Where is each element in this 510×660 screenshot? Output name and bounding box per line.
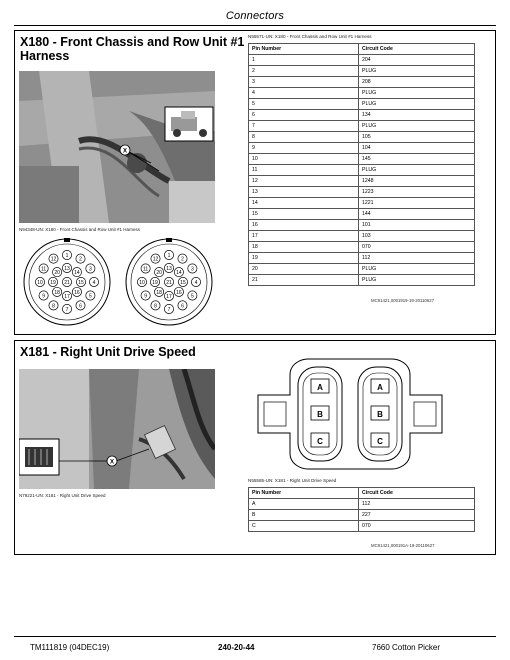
x180-circuit-code: 208	[359, 77, 475, 88]
x180-right-connector-pin-label: 4	[194, 280, 198, 286]
x180-right-connector-pin-label: 10	[139, 280, 145, 286]
x180-pin-number: 7	[249, 121, 359, 132]
x180-circuit-code: PLUG	[359, 66, 475, 77]
x180-pin-number: 8	[249, 132, 359, 143]
x180-table-row	[249, 187, 475, 198]
x181-callout: X	[109, 459, 115, 466]
x180-circuit-code: 144	[359, 209, 475, 220]
x180-circuit-code: PLUG	[359, 165, 475, 176]
x180-pin-number: 15	[249, 209, 359, 220]
x180-table-row	[249, 55, 475, 66]
x180-left-connector-pin-label: 14	[74, 270, 80, 277]
x180-left-connector-pin-label: 8	[52, 303, 55, 310]
x180-table-row	[249, 198, 475, 209]
x180-circuit-code: 103	[359, 231, 475, 242]
x181-connector-diagram	[250, 355, 450, 473]
x180-right-connector-pin-label: 9	[144, 293, 148, 300]
x180-left-connector-pin-label: 3	[88, 266, 92, 273]
x180-circuit-code: 104	[359, 143, 475, 154]
x180-circuit-code: 145	[359, 154, 475, 165]
x180-table-row	[249, 231, 475, 242]
x180-left-connector-pin-label: 21	[64, 280, 70, 286]
x180-table-row	[249, 253, 475, 264]
x181-pin-number: A	[249, 499, 359, 510]
x180-right-connector-pin-label: 18	[156, 289, 162, 296]
x180-table-row	[249, 176, 475, 187]
x180-right-connector-pin-label: 7	[167, 307, 171, 313]
x180-table-row	[249, 264, 475, 275]
x180-left-connector-pin-label: 10	[37, 280, 43, 286]
x180-right-connector-pin-label: 14	[176, 270, 182, 277]
x180-pin-number: 5	[249, 99, 359, 110]
x180-table-row	[249, 275, 475, 286]
x181-circuit-code: 112	[359, 499, 475, 510]
section-x180	[14, 30, 496, 335]
x180-table-row	[249, 110, 475, 121]
x181-pin-number: B	[249, 510, 359, 521]
x181-circuit-code: 070	[359, 521, 475, 532]
section-x180-title-line2: Harness	[20, 49, 70, 63]
x180-right-connector-pin-label: 16	[176, 289, 182, 296]
x181-table-row	[249, 499, 475, 510]
x180-table-row	[249, 132, 475, 143]
x181-table-row	[249, 521, 475, 532]
x180-left-connector-pin-label: 11	[41, 266, 47, 273]
x180-table-row	[249, 121, 475, 132]
x180-mc-code: MC91421,0001919-19-20110627	[371, 298, 434, 303]
x180-right-connector-pin-label: 19	[152, 280, 158, 286]
x180-circuit-code: PLUG	[359, 88, 475, 99]
x180-circuit-code: 101	[359, 220, 475, 231]
x180-circuit-code: 1223	[359, 187, 475, 198]
x180-pin-number: 4	[249, 88, 359, 99]
x180-circuit-code: 1221	[359, 198, 475, 209]
x180-right-connector-pin-label: 20	[156, 270, 162, 277]
x180-left-connector-pin-label: 17	[64, 294, 70, 300]
x180-circuit-code: 105	[359, 132, 475, 143]
section-x181	[14, 340, 496, 555]
x180-circuit-code: PLUG	[359, 264, 475, 275]
section-x181-title: X181 - Right Unit Drive Speed	[20, 345, 196, 359]
x181-pin-number: C	[249, 521, 359, 532]
x180-right-connector-pin-label: 1	[167, 253, 171, 259]
x181-terminal-label: B	[377, 410, 383, 419]
x180-circuit-code: PLUG	[359, 275, 475, 286]
x180-pin-number: 1	[249, 55, 359, 66]
x180-table-row	[249, 66, 475, 77]
x181-terminal-label: C	[377, 437, 383, 446]
x181-terminal-label: A	[317, 383, 323, 392]
x180-left-connector-pin-label: 9	[42, 293, 46, 300]
x180-right-connector-pin-label: 15	[180, 280, 186, 286]
x180-right-connector-pin-label: 5	[190, 293, 194, 300]
x180-right-connector-pin-label: 17	[166, 294, 172, 300]
x181-header-pin: Pin Number	[249, 488, 359, 499]
x180-pin-number: 21	[249, 275, 359, 286]
x180-left-connector-pin-label: 12	[50, 256, 57, 263]
x180-circuit-code: 1248	[359, 176, 475, 187]
x181-figure-caption: N79221-UN: X181 - Right Unit Drive Speed	[19, 493, 106, 498]
x180-photo	[19, 71, 215, 223]
x180-pin-number: 19	[249, 253, 359, 264]
x180-figure-caption: N94348-UN: X180 - Front Chassis and Row Unit #1 Harness	[19, 227, 141, 232]
x180-right-connector-pin-label: 2	[181, 256, 184, 263]
x180-pin-number: 10	[249, 154, 359, 165]
x180-right-connector-pin-label: 8	[154, 303, 157, 310]
x180-right-connector-pin-label: 11	[143, 266, 149, 273]
x180-table-row	[249, 165, 475, 176]
x180-left-connector-pin-label: 5	[88, 293, 92, 300]
x180-table-row	[249, 242, 475, 253]
section-x180-title	[20, 35, 244, 63]
x180-table-caption: N55571-UN: X180 - Front Chassis and Row Unit #1 Harness	[248, 34, 372, 39]
footer-page-number: 240-20-44	[218, 643, 255, 652]
x180-table-row	[249, 209, 475, 220]
footer-model: 7660 Cotton Picker	[372, 643, 441, 652]
x180-circuit-code: PLUG	[359, 99, 475, 110]
x181-header-circuit: Circuit Code	[359, 488, 475, 499]
footer-rule	[14, 636, 496, 637]
x180-left-connector-pin-label: 16	[74, 289, 80, 296]
x180-left-connector-pin-label: 2	[79, 256, 82, 263]
x180-pin-number: 20	[249, 264, 359, 275]
x180-right-connector-pin-label: 12	[152, 256, 159, 263]
x180-left-connector-pin-label: 20	[54, 270, 60, 277]
x181-terminal-label: B	[317, 410, 323, 419]
x180-left-connector-pin-label: 19	[50, 280, 56, 286]
x180-left-connector-pin-label: 18	[54, 289, 60, 296]
header-rule	[14, 25, 496, 26]
x180-callout: X	[122, 148, 128, 155]
x180-pin-number: 11	[249, 165, 359, 176]
x180-pin-number: 2	[249, 66, 359, 77]
x180-circuit-code: PLUG	[359, 121, 475, 132]
x180-pin-table	[248, 43, 475, 286]
x180-header-circuit: Circuit Code	[359, 44, 475, 55]
x181-mc-code: MC91421,000191A-19-20110627	[371, 543, 435, 548]
x180-right-connector-pin-label: 21	[166, 280, 172, 286]
x181-table-row	[249, 510, 475, 521]
x180-table-row	[249, 143, 475, 154]
x180-left-connector-pin-label: 4	[92, 280, 96, 286]
x180-pin-number: 17	[249, 231, 359, 242]
x181-terminal-label: C	[317, 437, 323, 446]
x180-left-connector-pin-label: 7	[65, 307, 69, 313]
x180-table-row	[249, 99, 475, 110]
section-x180-title-line1: X180 - Front Chassis and Row Unit #1	[20, 35, 245, 49]
x180-left-connector-pin-label: 15	[78, 280, 84, 286]
x180-pin-number: 18	[249, 242, 359, 253]
x180-table-row	[249, 154, 475, 165]
x181-circuit-code: 227	[359, 510, 475, 521]
x180-header-pin: Pin Number	[249, 44, 359, 55]
x180-left-connector-pin-label: 6	[79, 303, 82, 310]
x180-pin-number: 6	[249, 110, 359, 121]
x180-left-connector-pin-label: 1	[65, 253, 69, 259]
x180-circuit-code: 112	[359, 253, 475, 264]
x180-pin-number: 16	[249, 220, 359, 231]
x180-pin-number: 9	[249, 143, 359, 154]
x180-pin-number: 12	[249, 176, 359, 187]
x180-right-connector-pin-label: 6	[181, 303, 184, 310]
x180-left-connector-pin-label: 13	[64, 266, 70, 272]
x181-table-caption: N55585-UN: X181 - Right Unit Drive Speed	[248, 478, 337, 483]
x181-terminal-label: A	[377, 383, 383, 392]
x180-table-row	[249, 220, 475, 231]
x180-circuit-code: 204	[359, 55, 475, 66]
x180-pin-number: 3	[249, 77, 359, 88]
x181-pin-table	[248, 487, 475, 532]
x180-table-row	[249, 77, 475, 88]
x180-right-connector-pin-label: 3	[190, 266, 194, 273]
x181-photo	[19, 369, 215, 489]
x180-table-row	[249, 88, 475, 99]
x180-circuit-code: 134	[359, 110, 475, 121]
page-header-title: Connectors	[225, 10, 285, 22]
x180-connector-diagram	[19, 236, 219, 328]
x180-circuit-code: 070	[359, 242, 475, 253]
x180-right-connector-pin-label: 13	[166, 266, 172, 272]
footer-manual-id: TM111819 (04DEC19)	[30, 643, 110, 652]
x180-pin-number: 13	[249, 187, 359, 198]
x180-pin-number: 14	[249, 198, 359, 209]
